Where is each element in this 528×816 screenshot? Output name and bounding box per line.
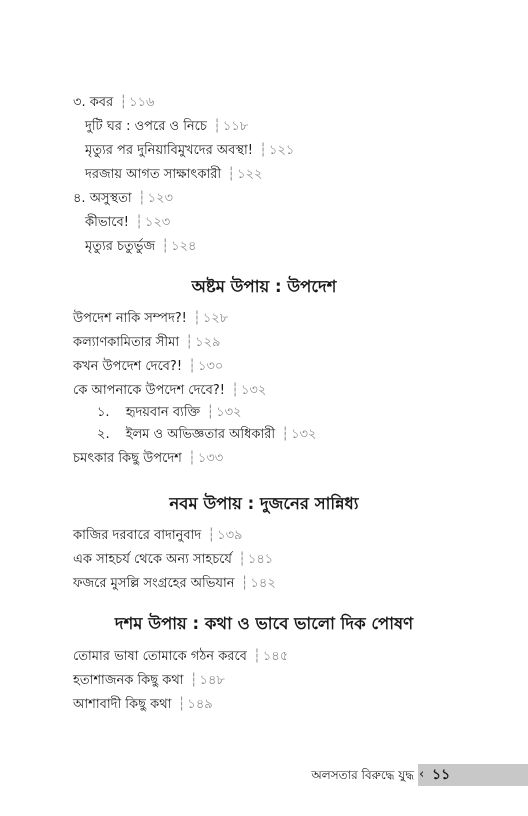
- toc-numbered-entry: ২. ইলম ও অভিজ্ঞতার অধিকারী ┆ ১৩২: [97, 427, 317, 442]
- page-number: ১২৩: [144, 215, 171, 230]
- toc-entry: কাজির দরবারে বাদানুবাদ ┆ ১৩৯: [73, 528, 243, 543]
- chevron-left-icon: ‹: [419, 767, 425, 782]
- toc-entry: দুটি ঘর : ওপরে ও নিচে ┆ ১১৮: [85, 119, 249, 134]
- toc-entry: দরজায় আগত সাক্ষাৎকারী ┆ ১২২: [85, 167, 263, 182]
- separator-icon: ┆: [161, 239, 170, 254]
- toc-entry: এক সাহচর্য থেকে অন্য সাহচর্যে ┆ ১৪১: [73, 552, 274, 567]
- separator-icon: ┆: [185, 335, 194, 350]
- page-number: ১৩০: [198, 359, 224, 374]
- separator-icon: ┆: [253, 649, 261, 664]
- toc-entry: মৃত্যুর পর দুনিয়াবিমুখদের অবস্থা! ┆ ১২১: [85, 143, 295, 158]
- separator-icon: ┆: [259, 143, 267, 158]
- page-number: ১২৮: [202, 311, 229, 326]
- toc-entry: তোমার ভাষা তোমাকে গঠন করবে ┆ ১৪৫: [73, 649, 289, 664]
- page-number: ১২৪: [171, 239, 197, 254]
- toc-entry: কীভাবে! ┆ ১২৩: [85, 215, 171, 230]
- separator-icon: ┆: [189, 673, 198, 688]
- toc-entry: উপদেশ নাকি সম্পদ?! ┆ ১২৮: [73, 311, 229, 326]
- page-number: ১২২: [237, 167, 263, 182]
- separator-icon: ┆: [188, 451, 196, 466]
- page-number: ১৩২: [291, 427, 317, 442]
- page-number: ১২৯: [195, 335, 221, 350]
- toc-entry: কে আপনাকে উপদেশ দেবে?! ┆ ১৩২: [73, 383, 267, 398]
- page-number: ১৪৫: [262, 649, 289, 664]
- toc-entry: মৃত্যুর চতুর্ভুজ ┆ ১২৪: [85, 239, 197, 254]
- page-number: ১৪১: [247, 552, 274, 567]
- separator-icon: ┆: [137, 191, 146, 206]
- separator-icon: ┆: [240, 576, 249, 591]
- separator-icon: ┆: [188, 359, 196, 374]
- separator-icon: ┆: [206, 405, 215, 420]
- toc-entry: কল্যাণকামিতার সীমা ┆ ১২৯: [73, 335, 221, 350]
- page-number: ১৩২: [216, 405, 242, 420]
- toc-entry: ৪. অসুস্থতা ┆ ১২৩: [73, 191, 173, 206]
- separator-icon: ┆: [135, 215, 143, 230]
- separator-icon: ┆: [238, 552, 246, 567]
- list-number: ১.: [97, 405, 110, 420]
- list-number: ২.: [97, 427, 110, 442]
- separator-icon: ┆: [281, 427, 290, 442]
- separator-icon: ┆: [231, 383, 239, 398]
- page-number: ১৩৩: [197, 451, 224, 466]
- page-number: ১৩২: [240, 383, 267, 398]
- page-number: ১৪২: [250, 576, 276, 591]
- page-number: ১৩৯: [217, 528, 243, 543]
- separator-icon: ┆: [119, 95, 128, 110]
- separator-icon: ┆: [227, 167, 236, 182]
- section-heading: নবম উপায় : দুজনের সান্নিধ্য: [169, 494, 359, 513]
- toc-entry: হতাশাজনক কিছু কথা ┆ ১৪৮: [73, 673, 225, 688]
- separator-icon: ┆: [177, 697, 186, 712]
- section-heading: দশম উপায় : কথা ও ভাবে ভালো দিক পোষণ: [114, 614, 414, 633]
- toc-entry: ৩. কবর ┆ ১১৬: [73, 95, 155, 110]
- separator-icon: ┆: [193, 311, 201, 326]
- toc-numbered-entry: ১. হৃদয়বান ব্যক্তি ┆ ১৩২: [97, 405, 242, 420]
- page-number: ১২৩: [147, 191, 173, 206]
- footer-book-title: অলসতার বিরুদ্ধে যুদ্ধ: [311, 768, 414, 782]
- separator-icon: ┆: [213, 119, 221, 134]
- toc-entry: ফজরে মুসল্লি সংগ্রহের অভিযান ┆ ১৪২: [73, 576, 276, 591]
- page-number: ১৪৯: [187, 697, 213, 712]
- section-heading: অষ্টম উপায় : উপদেশ: [191, 277, 337, 296]
- footer-page-number: ১১: [432, 767, 451, 783]
- page-number: ১৪৮: [199, 673, 225, 688]
- page-number: ১১৬: [129, 95, 155, 110]
- separator-icon: ┆: [207, 528, 216, 543]
- toc-entry: কখন উপদেশ দেবে?! ┆ ১৩০: [73, 359, 224, 374]
- page-number: ১২১: [268, 143, 295, 158]
- toc-entry: আশাবাদী কিছু কথা ┆ ১৪৯: [73, 697, 213, 712]
- page-number: ১১৮: [222, 119, 249, 134]
- toc-entry: চমৎকার কিছু উপদেশ ┆ ১৩৩: [73, 451, 224, 466]
